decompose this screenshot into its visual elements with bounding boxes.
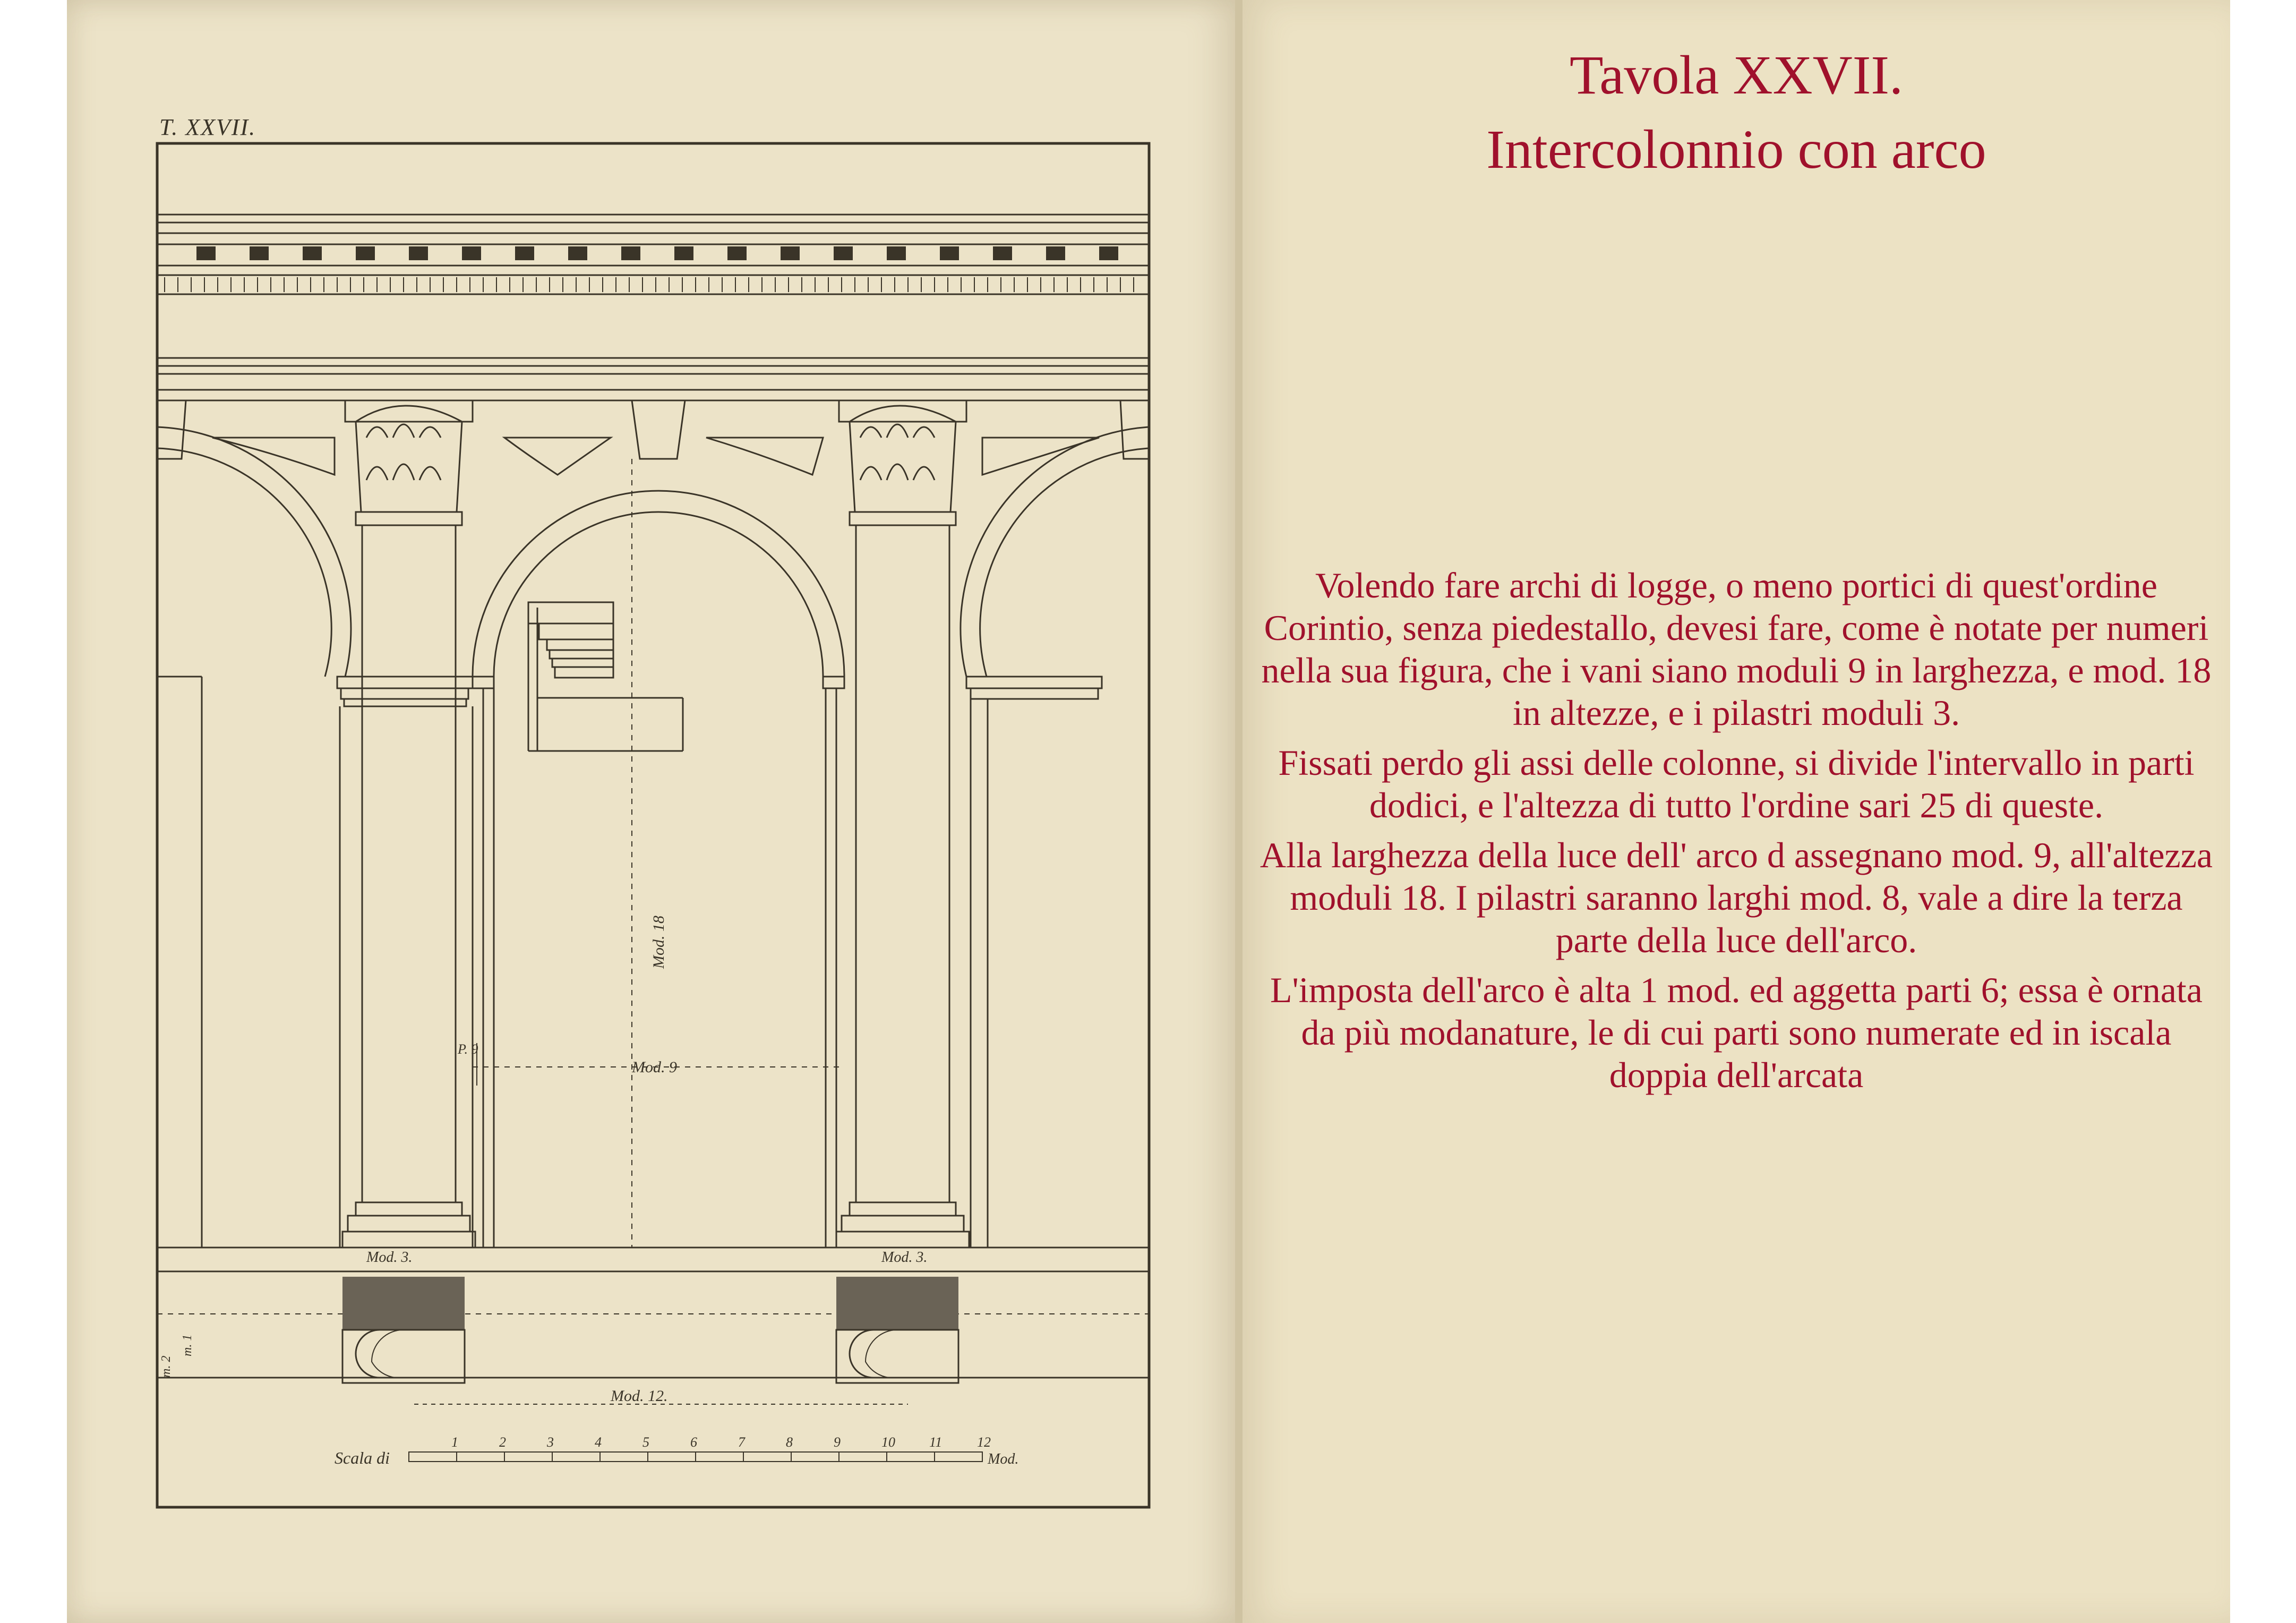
label-mod-18: Mod. 18 xyxy=(650,916,667,969)
scale-tick-label: 10 xyxy=(881,1434,895,1450)
left-column xyxy=(342,400,475,1248)
page-subtitle: Intercolonnio con arco xyxy=(1486,119,1986,180)
right-pilaster xyxy=(966,677,1102,1248)
right-half-arch xyxy=(961,427,1149,677)
label-p9: P. 9 xyxy=(458,1041,478,1057)
paragraph: Fissati perdo gli assi delle colonne, si divide l'intervallo in parti dodici, e l'altezza di tutto l'ordine sari 25 di queste. xyxy=(1278,742,2195,825)
scale-tick-label: 7 xyxy=(738,1434,745,1450)
left-pilaster xyxy=(337,677,473,1248)
paragraph: L'imposta dell'arco è alta 1 mod. ed aggetta parti 6; essa è ornata da più modanature, le di cui parti sono numerate ed in iscala doppia dell'arcata xyxy=(1270,970,2203,1095)
page-title: Tavola XXVII. xyxy=(1569,45,1904,106)
center-arch-inner xyxy=(494,512,823,677)
left-half-arch xyxy=(157,427,351,677)
scale-tick-label: 4 xyxy=(595,1434,602,1450)
scale-bar xyxy=(409,1452,982,1462)
right-column xyxy=(836,400,969,1248)
center-right-pilaster xyxy=(823,677,844,1248)
modillion-row xyxy=(196,246,1118,260)
label-m2: m. 2 xyxy=(159,1355,173,1378)
scale-tick-label: 2 xyxy=(499,1434,506,1450)
paragraph: Volendo fare archi di logge, o meno portici di quest'ordine Corintio, senza piedestallo, devesi fare, come è notate per numeri nella sua figura, che i vani siano moduli 9 in larghezza, e mod. 18 in altezze, e i pilastri moduli 3. xyxy=(1261,565,2212,733)
scale-tick-label: 9 xyxy=(834,1434,841,1450)
label-m1: m. 1 xyxy=(181,1334,194,1356)
scale-tick-label: 11 xyxy=(929,1434,943,1450)
scale-label: Scala di xyxy=(335,1448,390,1467)
label-mod-12: Mod. 12. xyxy=(611,1387,668,1405)
plate-label: T. XXVII. xyxy=(159,114,256,140)
paragraph: Alla larghezza della luce dell' arco d assegnano mod. 9, all'altezza moduli 18. I pilastri saranno larghi mod. 8, vale a dire la terza parte della luce dell'arco. xyxy=(1260,835,2213,960)
plate-frame xyxy=(157,143,1149,1507)
intercolumniation-drawing xyxy=(154,140,1152,1510)
scale-unit: Mod. xyxy=(988,1451,1019,1467)
scale-tick-label: 6 xyxy=(690,1434,697,1450)
scale-tick-label: 3 xyxy=(547,1434,554,1450)
description-text xyxy=(1258,564,2214,1104)
label-mod-9: Mod. 9 xyxy=(632,1058,677,1076)
left-edge-pilaster xyxy=(157,677,202,1248)
scale-tick-label: 1 xyxy=(451,1434,458,1450)
label-mod-3-right: Mod. 3. xyxy=(881,1249,928,1266)
label-mod-3-left: Mod. 3. xyxy=(366,1249,413,1266)
left-column-plan xyxy=(342,1277,465,1383)
book-gutter xyxy=(1235,0,1243,1623)
right-column-plan xyxy=(836,1277,958,1383)
dentil-row xyxy=(165,277,1134,292)
impost-detail xyxy=(528,602,683,751)
scale-tick-labels xyxy=(451,1434,991,1450)
scale-tick-label: 8 xyxy=(786,1434,793,1450)
center-left-pilaster xyxy=(473,677,494,1248)
architectural-plate xyxy=(154,140,1152,1510)
keystone-center xyxy=(632,400,685,459)
scale-tick-label: 12 xyxy=(977,1434,991,1450)
scale-tick-label: 5 xyxy=(642,1434,649,1450)
